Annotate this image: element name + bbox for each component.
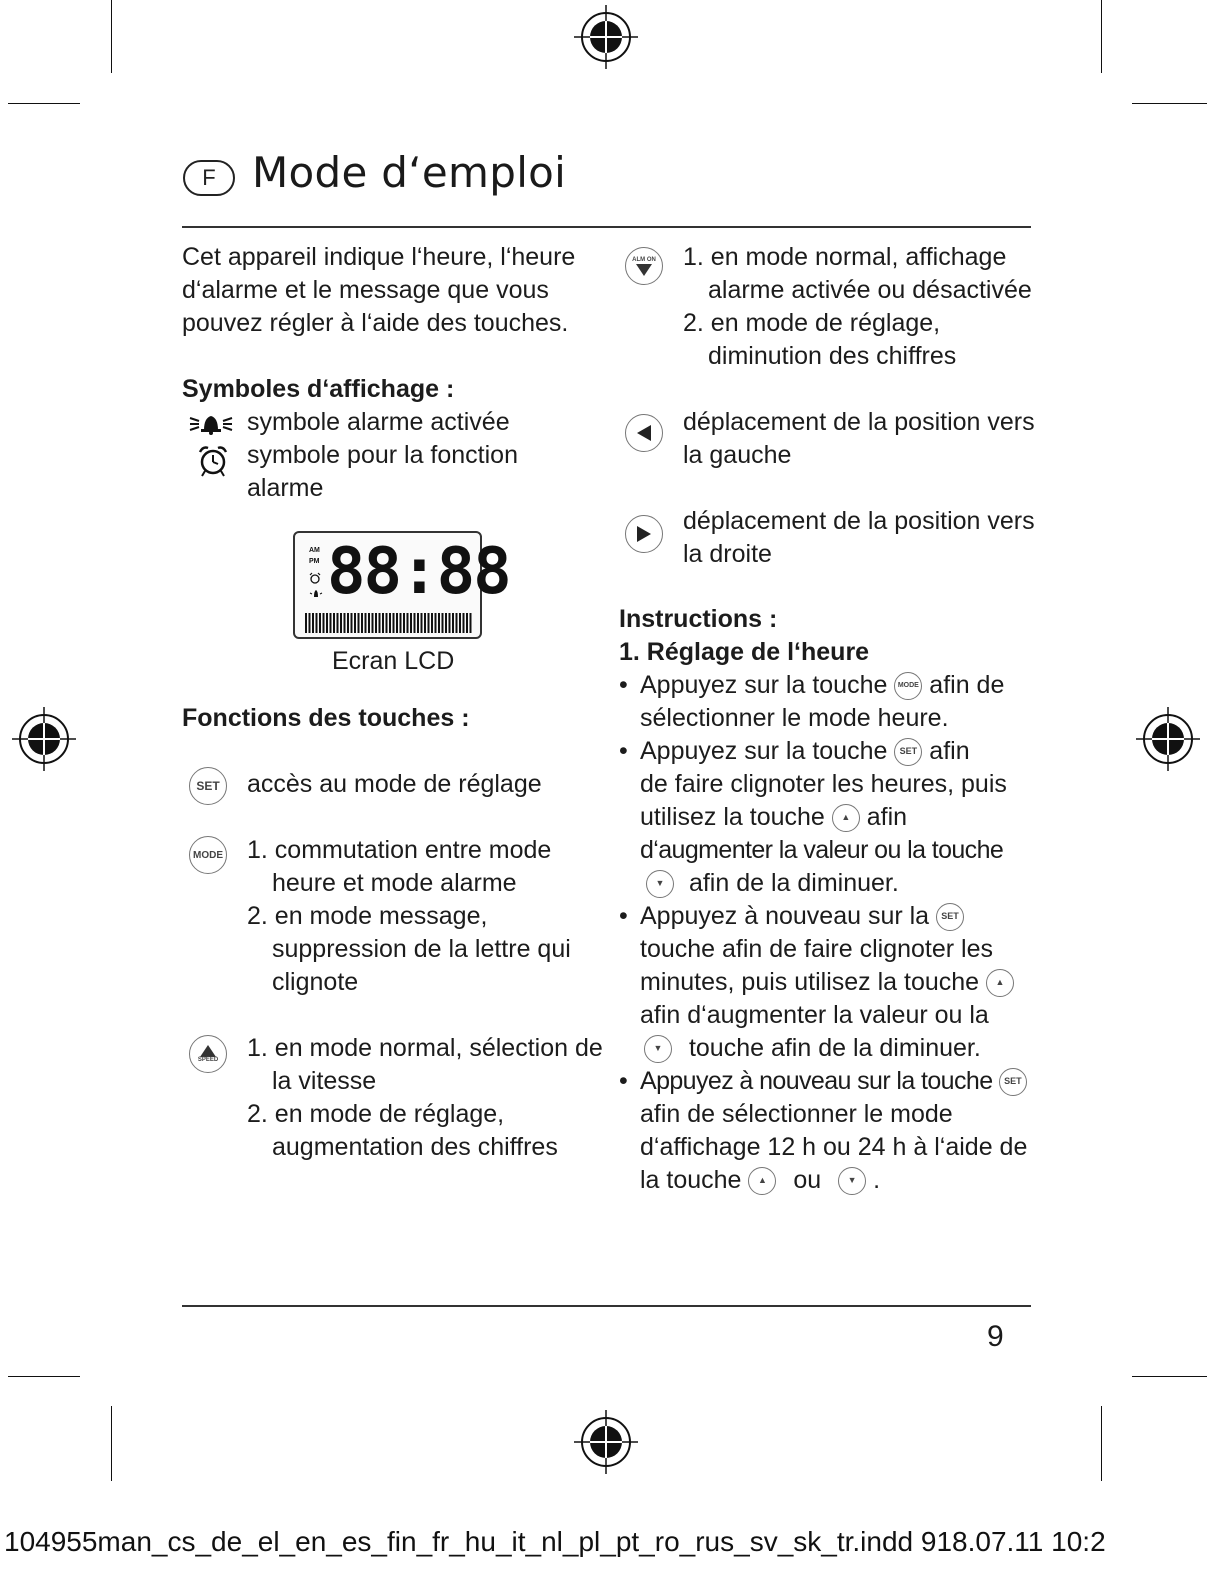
mode-key-desc: suppression de la lettre qui: [272, 935, 571, 963]
footer-rule: [182, 1305, 1031, 1307]
instruction-line: sélectionner le mode heure.: [640, 704, 949, 732]
bullet-dot: •: [619, 671, 628, 699]
lcd-digits: 88:88: [327, 535, 510, 609]
crop-mark: [1101, 0, 1102, 73]
mode-key-desc: clignote: [272, 968, 359, 996]
instruction-text: afin de la diminuer.: [688, 869, 899, 897]
instruction-line: [644, 1032, 981, 1065]
registration-mark-icon: [1136, 707, 1200, 771]
mode-key-desc: 2. en mode message,: [247, 902, 488, 930]
instruction-text: la touche: [640, 1166, 742, 1194]
mode-key-desc: 1. commutation entre mode: [247, 836, 552, 864]
left-key-desc: déplacement de la position vers: [683, 408, 1035, 436]
bullet-dot: •: [619, 1067, 628, 1095]
instruction-line: d‘augmenter la valeur ou la touche: [640, 836, 1004, 864]
down-alm-key-icon: ▼: [644, 1035, 672, 1063]
down-alm-key-icon: ▼: [838, 1167, 866, 1195]
lcd-pm: PM: [309, 558, 320, 565]
symbols-heading: Symboles d‘affichage :: [182, 375, 455, 403]
down-key-desc: 2. en mode de réglage,: [683, 309, 941, 337]
crop-mark: [8, 1376, 80, 1377]
instruction-line: touche afin de faire clignoter les: [640, 935, 993, 963]
alarm-function-label: alarme: [247, 474, 324, 502]
crop-mark: [1101, 1406, 1102, 1481]
up-key-label: SPEED: [197, 1056, 219, 1063]
lcd-bell-icon: [309, 589, 323, 599]
bullet-dot: •: [619, 902, 628, 930]
up-key-desc: 2. en mode de réglage,: [247, 1100, 505, 1128]
instruction-text: ou: [793, 1166, 822, 1194]
instruction-line: [640, 801, 907, 834]
up-speed-key-icon: ▲: [986, 969, 1014, 997]
lcd-caption: Ecran LCD: [332, 647, 455, 675]
instruction-line: [640, 966, 1014, 999]
instruction-text: afin: [929, 737, 970, 765]
set-key-icon: SET: [936, 903, 964, 931]
set-key-icon: SET: [189, 767, 227, 805]
instruction-line: afin de sélectionner le mode: [640, 1100, 953, 1128]
lcd-alarm-clock-icon: [309, 572, 321, 584]
up-key-desc: augmentation des chiffres: [272, 1133, 558, 1161]
instruction-text: afin de: [929, 671, 1005, 699]
up-speed-key-icon: [189, 1035, 227, 1073]
mode-key-icon: MODE: [894, 672, 922, 700]
instruction-line: [646, 867, 899, 900]
left-key-desc: la gauche: [683, 441, 792, 469]
right-key-icon: [625, 515, 663, 553]
right-key-desc: déplacement de la position vers: [683, 507, 1035, 535]
crop-mark: [111, 0, 112, 73]
instruction-line: [640, 900, 964, 933]
instruction-text: touche afin de la diminuer.: [688, 1034, 981, 1062]
lcd-am: AM: [309, 547, 320, 554]
instruction-line: [640, 1164, 880, 1197]
set-key-icon: SET: [894, 738, 922, 766]
page-title: Mode d‘emploi: [252, 148, 567, 197]
right-key-desc: la droite: [683, 540, 772, 568]
language-badge: F: [183, 160, 235, 196]
up-key-desc: la vitesse: [272, 1067, 377, 1095]
instruction-line: d‘affichage 12 h ou 24 h à l‘aide de: [640, 1133, 1028, 1161]
registration-mark-icon: [12, 707, 76, 771]
down-key-desc: alarme activée ou désactivée: [708, 276, 1032, 304]
down-key-desc: diminution des chiffres: [708, 342, 957, 370]
instruction-text: .: [873, 1166, 881, 1194]
alarm-clock-icon: [197, 444, 229, 478]
instruction-line: [640, 1065, 1027, 1098]
instruction-text: Appuyez sur la touche: [640, 737, 888, 765]
intro-line: pouvez régler à l‘aide des touches.: [182, 309, 569, 337]
set-key-desc: accès au mode de réglage: [247, 770, 542, 798]
instructions-heading: Instructions :: [619, 605, 778, 633]
lcd-display: [293, 531, 510, 639]
registration-mark-icon: [574, 1410, 638, 1474]
instruction-text: afin: [866, 803, 908, 831]
instruction-text: utilisez la touche: [640, 803, 825, 831]
registration-mark-icon: [574, 5, 638, 69]
bullet-dot: •: [619, 737, 628, 765]
print-slug: 104955man_cs_de_el_en_es_fin_fr_hu_it_nl_pl_pt_ro_rus_sv_sk_tr.indd 918.07.11 10:2: [4, 1526, 1106, 1557]
crop-mark: [1132, 1376, 1207, 1377]
mode-key-icon: MODE: [189, 836, 227, 874]
down-alm-key-icon: [625, 247, 663, 285]
crop-mark: [111, 1406, 112, 1481]
instruction-text: Appuyez à nouveau sur la: [640, 902, 930, 930]
set-key-icon: SET: [999, 1068, 1027, 1096]
intro-line: d‘alarme et le message que vous: [182, 276, 549, 304]
instruction-line: afin d‘augmenter la valeur ou la: [640, 1001, 989, 1029]
mode-key-desc: heure et mode alarme: [272, 869, 517, 897]
up-key-desc: 1. en mode normal, sélection de: [247, 1034, 603, 1062]
up-speed-key-icon: ▲: [748, 1167, 776, 1195]
instruction-text: Appuyez sur la touche: [640, 671, 888, 699]
crop-mark: [1132, 103, 1207, 104]
alarm-active-icon: [188, 410, 234, 436]
page-number: 9: [987, 1320, 1004, 1353]
down-alm-key-icon: ▼: [646, 870, 674, 898]
down-key-label: ALM ON: [632, 256, 656, 263]
instruction-line: [640, 669, 1004, 702]
up-speed-key-icon: ▲: [832, 804, 860, 832]
instruction-text: minutes, puis utilisez la touche: [640, 968, 980, 996]
left-key-icon: [625, 414, 663, 452]
instruction-line: [640, 735, 970, 768]
instruction-line: de faire clignoter les heures, puis: [640, 770, 1007, 798]
down-key-desc: 1. en mode normal, affichage: [683, 243, 1007, 271]
instructions-subheading: 1. Réglage de l‘heure: [619, 638, 870, 666]
header-rule: [182, 226, 1031, 228]
instruction-text: Appuyez à nouveau sur la touche: [640, 1067, 993, 1095]
alarm-function-label: symbole pour la fonction: [247, 441, 518, 469]
alarm-active-label: symbole alarme activée: [247, 408, 510, 436]
functions-heading: Fonctions des touches :: [182, 704, 470, 732]
crop-mark: [8, 103, 80, 104]
intro-line: Cet appareil indique l‘heure, l‘heure: [182, 243, 576, 271]
lcd-message-bar: [305, 613, 472, 633]
